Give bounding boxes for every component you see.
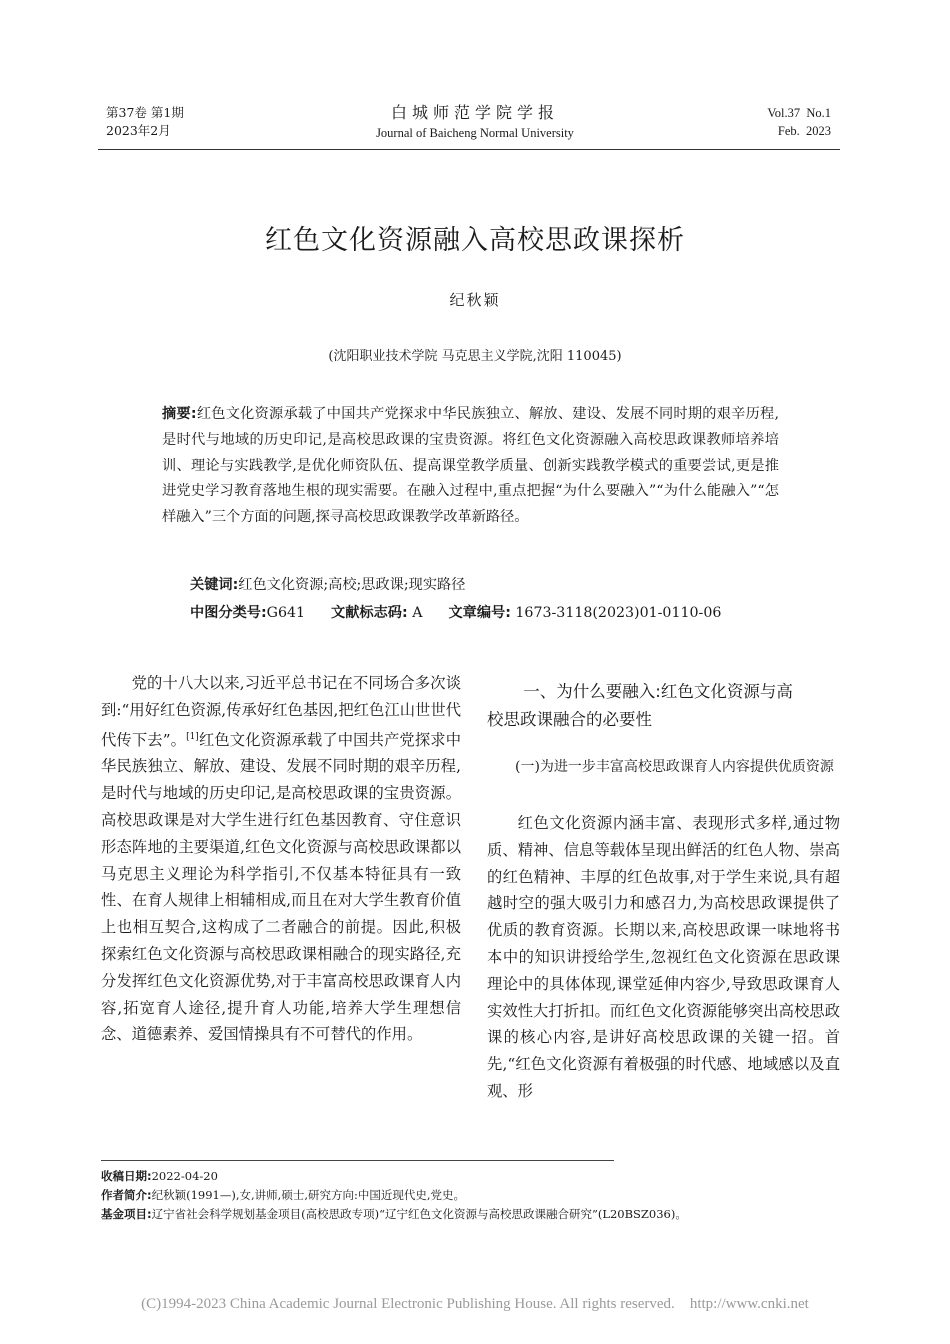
intro-text-b: 红色文化资源承载了中国共产党探求中华民族独立、解放、建设、发展不同时期的艰辛历程,是时代与地域的历史印记,是高校思政课的宝贵资源。高校思政课是对大学生进行红色基因教育、守住意识形态阵地的主要渠道,红色文化资源与高校思政课都以马克思主义理论为科学指引,不仅基本特征具有一致性、在育人规律上相辅相成,而且在对大学生教育价值上也相互契合,这构成了二者融合的前提。因此,积极探索红色文化资源与高校思政课相融合的现实路径,充分发挥红色文化资源优势,对于丰富高校思政课育人内容,拓宽育人途径,提升育人功能,培养大学生理想信念、道德素养、爱国情操具有不可替代的作用。 [101, 730, 461, 1044]
abstract-text: 红色文化资源承载了中国共产党探求中华民族独立、解放、建设、发展不同时期的艰辛历程,是时代与地域的历史印记,是高校思政课的宝贵资源。将红色文化资源融入高校思政课教师培养培训、理论与实践教学,是优化师资队伍、提高课堂教学质量、创新实践教学模式的重要尝试,更是推进党史学习教育落地生根的现实需要。在融入过程中,重点把握“为什么要融入”“为什么能融入”“怎样融入”三个方面的问题,探寻高校思政课教学改革新路径。 [162, 406, 779, 526]
citation-ref: [1] [186, 731, 199, 742]
author-info-value: 纪秋颖(1991—),女,讲师,硕士,研究方向:中国近现代史,党史。 [151, 1188, 465, 1202]
article-author: 纪秋颖 [449, 291, 501, 309]
author-affiliation: (沈阳职业技术学院 马克思主义学院,沈阳 110045) [328, 349, 622, 364]
keywords-text: 红色文化资源;高校;思政课;现实路径 [238, 577, 466, 593]
copyright-url[interactable]: http://www.cnki.net [689, 1296, 809, 1312]
fund-label: 基金项目: [101, 1207, 152, 1221]
journal-name-cn: 白城师范学院学报 [390, 103, 559, 122]
subsection-heading-text: (一)为进一步丰富高校思政课育人内容提供优质资源 [515, 759, 834, 775]
footnote-rule [101, 1160, 614, 1161]
footnote-author [101, 1186, 687, 1205]
received-value: 2022-04-20 [151, 1169, 218, 1183]
doc-code-label: 文献标志码: [331, 605, 408, 621]
abstract [162, 402, 779, 531]
footnotes [101, 1167, 687, 1224]
body-left-column [101, 670, 461, 1048]
footnote-received [101, 1167, 687, 1186]
keywords [190, 572, 465, 598]
section-heading [487, 678, 840, 734]
volume-issue-en: Vol.37 No.1 [767, 106, 831, 120]
intro-text-a: 党的十八大以来,习近平总书记在不同场合多次谈到:“用好红色资源,传承好红色基因,把红色江山世世代代传下去”。 [101, 674, 461, 749]
article-title: 红色文化资源融入高校思政课探析 [265, 225, 685, 256]
clc-label: 中图分类号: [190, 605, 267, 621]
author-info-label: 作者简介: [101, 1188, 152, 1202]
abstract-label: 摘要: [162, 406, 197, 422]
date-en: Feb. 2023 [777, 124, 831, 138]
copyright-notice [0, 1296, 950, 1313]
journal-name-en: Journal of Baicheng Normal University [376, 126, 574, 140]
subsection-heading [487, 754, 840, 780]
body-right-column [487, 810, 840, 1105]
body-paragraph: 红色文化资源内涵丰富、表现形式多样,通过物质、精神、信息等载体呈现出鲜活的红色人物、崇高的红色精神、丰厚的红色故事,对于学生来说,具有超越时空的强大吸引力和感召力,为高校思政课提供了优质的教育资源。长期以来,高校思政课一味地将书本中的知识讲授给学生,忽视红色文化资源在思政课理论中的具体体现,课堂延伸内容少,导致思政课育人实效性大打折扣。而红色文化资源能够突出高校思政课的核心内容,是讲好高校思政课的关键一招。首先,“红色文化资源有着极强的时代感、地域感以及直观、形 [487, 814, 840, 1100]
date-cn: 2023年2月 [106, 123, 171, 138]
header-rule [98, 149, 840, 150]
classification-line [190, 600, 721, 626]
doc-code-value: A [412, 605, 423, 621]
received-label: 收稿日期: [101, 1169, 152, 1183]
article-number-label: 文章编号: [448, 605, 511, 621]
copyright-text: (C)1994-2023 China Academic Journal Electronic Publishing House. All rights reserved. [141, 1296, 675, 1312]
keywords-label: 关键词: [190, 577, 239, 593]
footnote-fund [101, 1205, 687, 1224]
section-heading-line1: 一、为什么要融入:红色文化资源与高 [523, 682, 793, 701]
fund-value: 辽宁省社会科学规划基金项目(高校思政专项)“辽宁红色文化资源与高校思政课融合研究”(L20BSZ036)。 [151, 1207, 687, 1221]
body-paragraph [101, 670, 461, 1048]
volume-issue-cn: 第37卷 第1期 [106, 105, 184, 120]
section-heading-line2: 校思政课融合的必要性 [487, 710, 652, 729]
running-header-right [767, 104, 831, 140]
clc-value: G641 [266, 605, 306, 621]
article-number-value: 1673-3118(2023)01-0110-06 [515, 605, 722, 621]
